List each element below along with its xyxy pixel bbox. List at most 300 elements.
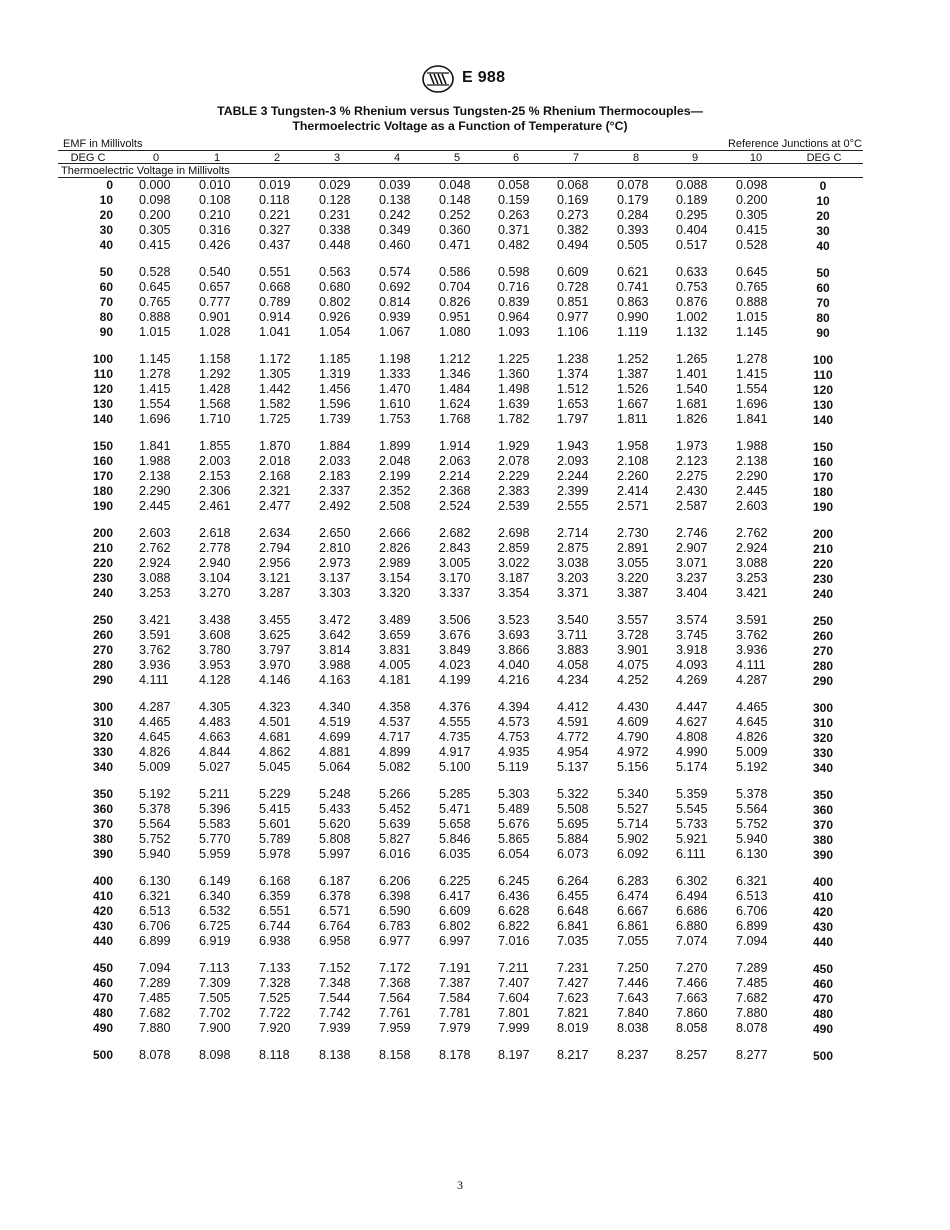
voltage-cell: 2.430: [676, 483, 708, 498]
voltage-cell: 7.250: [617, 961, 649, 975]
row-temperature-label-right: 300: [812, 701, 834, 715]
row-temperature-label: 190: [92, 498, 113, 513]
voltage-cell: 7.368: [379, 975, 411, 990]
row-temperature-label: 20: [99, 207, 113, 222]
voltage-cell: 3.608: [199, 627, 231, 642]
voltage-cell: 6.398: [379, 888, 411, 903]
voltage-cell: 4.826: [139, 744, 171, 759]
row-temperature-label: 350: [92, 787, 113, 801]
voltage-cell: 1.710: [199, 411, 231, 426]
row-temperature-label-right: 30: [816, 223, 830, 238]
voltage-cell: 2.698: [498, 526, 530, 540]
voltage-cell: 2.555: [557, 498, 589, 513]
voltage-cell: 7.289: [736, 961, 768, 975]
voltage-cell: 3.320: [379, 585, 411, 600]
voltage-cell: 0.316: [199, 222, 231, 237]
voltage-cell: 5.340: [617, 787, 649, 801]
voltage-cell: 1.696: [736, 396, 768, 411]
voltage-cell: 1.172: [259, 352, 291, 366]
voltage-cell: 6.321: [736, 874, 768, 888]
voltage-cell: 2.746: [676, 526, 708, 540]
voltage-cell: 0.888: [736, 294, 768, 309]
voltage-cell: 7.604: [498, 990, 530, 1005]
row-temperature-label-right: 260: [812, 628, 834, 643]
voltage-cell: 6.494: [676, 888, 708, 903]
voltage-cell: 5.527: [617, 801, 649, 816]
voltage-cell: 0.327: [259, 222, 291, 237]
voltage-cell: 5.808: [319, 831, 351, 846]
voltage-cell: 1.841: [139, 439, 171, 453]
voltage-cell: 2.153: [199, 468, 231, 483]
voltage-cell: 7.525: [259, 990, 291, 1005]
voltage-cell: 0.765: [139, 294, 171, 309]
voltage-cell: 0.048: [439, 178, 471, 192]
subheader-text: Thermoelectric Voltage in Millivolts: [61, 165, 230, 177]
voltage-cell: 0.528: [736, 237, 768, 252]
voltage-cell: 6.111: [676, 846, 706, 861]
voltage-cell: 2.048: [379, 453, 411, 468]
voltage-cell: 5.359: [676, 787, 708, 801]
voltage-cell: 5.714: [617, 816, 649, 831]
row-temperature-label-right: 190: [812, 499, 834, 514]
voltage-cell: 1.292: [199, 366, 231, 381]
voltage-cell: 4.645: [139, 729, 171, 744]
voltage-cell: 2.108: [617, 453, 649, 468]
voltage-cell: 0.645: [736, 265, 768, 279]
voltage-cell: 0.517: [676, 237, 708, 252]
voltage-cell: 3.780: [199, 642, 231, 657]
voltage-cell: 6.783: [379, 918, 411, 933]
row-temperature-label-right: 220: [812, 556, 834, 571]
voltage-cell: 1.278: [139, 366, 171, 381]
voltage-cell: 1.212: [439, 352, 471, 366]
voltage-cell: 7.840: [617, 1005, 649, 1020]
voltage-cell: 3.762: [736, 627, 768, 642]
voltage-cell: 3.421: [736, 585, 768, 600]
row-temperature-label: 180: [92, 483, 113, 498]
voltage-cell: 6.225: [439, 874, 471, 888]
voltage-cell: 4.323: [259, 700, 291, 714]
voltage-cell: 2.306: [199, 483, 231, 498]
voltage-cell: 0.029: [319, 178, 351, 192]
row-temperature-label: 450: [92, 961, 113, 975]
voltage-cell: 3.711: [557, 627, 588, 642]
voltage-cell: 0.505: [617, 237, 649, 252]
voltage-cell: 7.900: [199, 1020, 231, 1035]
voltage-cell: 5.752: [139, 831, 171, 846]
voltage-cell: 2.650: [319, 526, 351, 540]
voltage-cell: 4.899: [379, 744, 411, 759]
voltage-cell: 1.145: [139, 352, 171, 366]
voltage-cell: 4.935: [498, 744, 530, 759]
voltage-cell: 8.138: [319, 1048, 351, 1062]
voltage-cell: 7.860: [676, 1005, 708, 1020]
voltage-cell: 7.623: [557, 990, 589, 1005]
voltage-cell: 5.676: [498, 816, 530, 831]
voltage-cell: 0.609: [557, 265, 589, 279]
voltage-cell: 3.866: [498, 642, 530, 657]
row-temperature-label: 40: [99, 237, 113, 252]
voltage-cell: 4.753: [498, 729, 530, 744]
voltage-cell: 0.159: [498, 192, 530, 207]
voltage-cell: 1.415: [139, 381, 171, 396]
voltage-cell: 0.680: [319, 279, 351, 294]
voltage-cell: 4.040: [498, 657, 530, 672]
voltage-cell: 4.519: [319, 714, 351, 729]
voltage-cell: 3.970: [259, 657, 291, 672]
voltage-cell: 7.682: [139, 1005, 171, 1020]
row-temperature-label-right: 360: [812, 802, 834, 817]
voltage-cell: 6.187: [319, 874, 351, 888]
voltage-cell: 3.421: [139, 613, 171, 627]
voltage-cell: 3.591: [736, 613, 768, 627]
voltage-cell: 5.564: [139, 816, 171, 831]
voltage-cell: 7.133: [259, 961, 291, 975]
voltage-cell: 0.415: [736, 222, 768, 237]
voltage-cell: 1.958: [617, 439, 649, 453]
voltage-cell: 0.448: [319, 237, 351, 252]
voltage-cell: 6.744: [259, 918, 291, 933]
voltage-cell: 4.808: [676, 729, 708, 744]
voltage-cell: 0.426: [199, 237, 231, 252]
voltage-cell: 1.456: [319, 381, 351, 396]
row-temperature-label-right: 340: [812, 760, 834, 775]
row-temperature-label: 430: [92, 918, 113, 933]
voltage-cell: 2.940: [199, 555, 231, 570]
row-temperature-label-right: 180: [812, 484, 834, 499]
voltage-cell: 5.884: [557, 831, 589, 846]
voltage-cell: 1.278: [736, 352, 768, 366]
voltage-cell: 2.383: [498, 483, 530, 498]
voltage-cell: 5.045: [259, 759, 291, 774]
voltage-cell: 4.376: [439, 700, 471, 714]
row-temperature-label-right: 160: [812, 454, 834, 469]
voltage-cell: 0.338: [319, 222, 351, 237]
voltage-cell: 7.035: [557, 933, 589, 948]
voltage-cell: 6.206: [379, 874, 411, 888]
voltage-cell: 0.128: [319, 192, 351, 207]
voltage-cell: 6.706: [139, 918, 171, 933]
voltage-cell: 5.752: [736, 816, 768, 831]
voltage-cell: 2.587: [676, 498, 708, 513]
voltage-cell: 5.639: [379, 816, 411, 831]
voltage-cell: 3.237: [676, 570, 708, 585]
voltage-cell: 2.973: [319, 555, 351, 570]
voltage-cell: 7.702: [199, 1005, 231, 1020]
voltage-cell: 8.257: [676, 1048, 708, 1062]
voltage-cell: 6.436: [498, 888, 530, 903]
row-temperature-label-right: 90: [816, 325, 830, 340]
voltage-cell: 1.319: [319, 366, 351, 381]
voltage-cell: 0.563: [319, 265, 351, 279]
voltage-cell: 4.163: [319, 672, 351, 687]
voltage-cell: 5.266: [379, 787, 411, 801]
voltage-cell: 2.924: [139, 555, 171, 570]
row-temperature-label-right: 140: [812, 412, 834, 427]
voltage-cell: 0.371: [498, 222, 530, 237]
voltage-cell: 2.539: [498, 498, 530, 513]
row-temperature-label-right: 280: [812, 658, 834, 673]
row-temperature-label-right: 200: [812, 527, 834, 541]
row-temperature-label: 310: [92, 714, 113, 729]
voltage-cell: 7.643: [617, 990, 649, 1005]
voltage-cell: 8.058: [676, 1020, 708, 1035]
row-temperature-label-right: 80: [816, 310, 830, 325]
voltage-cell: 4.862: [259, 744, 291, 759]
voltage-cell: 3.038: [557, 555, 589, 570]
voltage-cell: 3.831: [379, 642, 411, 657]
voltage-cell: 0.926: [319, 309, 351, 324]
voltage-cell: 1.526: [617, 381, 649, 396]
voltage-cell: 3.387: [617, 585, 649, 600]
voltage-cell: 3.455: [259, 613, 291, 627]
voltage-cell: 0.108: [199, 192, 231, 207]
voltage-cell: 3.676: [439, 627, 471, 642]
voltage-cell: 3.071: [676, 555, 708, 570]
voltage-cell: 1.512: [557, 381, 589, 396]
voltage-cell: 3.659: [379, 627, 411, 642]
row-temperature-label: 500: [92, 1048, 113, 1062]
row-temperature-label-right: 330: [812, 745, 834, 760]
voltage-cell: 5.100: [439, 759, 471, 774]
voltage-cell: 2.214: [439, 468, 471, 483]
voltage-cell: 4.287: [139, 700, 171, 714]
voltage-cell: 0.482: [498, 237, 530, 252]
row-temperature-label: 390: [92, 846, 113, 861]
voltage-cell: 0.360: [439, 222, 471, 237]
voltage-cell: 2.199: [379, 468, 411, 483]
voltage-cell: 3.814: [319, 642, 351, 657]
voltage-cell: 1.305: [259, 366, 291, 381]
emf-unit-label: EMF in Millivolts: [63, 138, 143, 150]
voltage-cell: 1.185: [319, 352, 351, 366]
voltage-cell: 6.899: [736, 918, 768, 933]
voltage-cell: 1.225: [498, 352, 530, 366]
row-temperature-label-right: 10: [816, 193, 830, 208]
voltage-cell: 3.287: [259, 585, 291, 600]
row-temperature-label: 300: [92, 700, 113, 714]
voltage-cell: 1.346: [439, 366, 471, 381]
voltage-cell: 3.574: [676, 613, 708, 627]
voltage-cell: 5.174: [676, 759, 708, 774]
voltage-cell: 5.378: [736, 787, 768, 801]
voltage-cell: 0.460: [379, 237, 411, 252]
voltage-cell: 3.022: [498, 555, 530, 570]
voltage-cell: 6.802: [439, 918, 471, 933]
voltage-cell: 1.106: [557, 324, 589, 339]
voltage-cell: 0.039: [379, 178, 411, 192]
voltage-cell: 0.179: [617, 192, 649, 207]
voltage-cell: 1.929: [498, 439, 530, 453]
voltage-cell: 5.211: [199, 787, 230, 801]
voltage-cell: 7.939: [319, 1020, 351, 1035]
voltage-cell: 6.321: [139, 888, 171, 903]
voltage-cell: 2.714: [557, 526, 589, 540]
row-temperature-label: 370: [92, 816, 113, 831]
voltage-cell: 0.692: [379, 279, 411, 294]
voltage-cell: 5.865: [498, 831, 530, 846]
voltage-cell: 4.772: [557, 729, 589, 744]
voltage-cell: 2.290: [139, 483, 171, 498]
voltage-cell: 5.415: [259, 801, 291, 816]
voltage-cell: 7.801: [498, 1005, 530, 1020]
voltage-cell: 1.826: [676, 411, 708, 426]
voltage-cell: 0.098: [736, 178, 768, 192]
row-temperature-label-right: 480: [812, 1006, 834, 1021]
voltage-cell: 6.513: [139, 903, 171, 918]
voltage-cell: 3.337: [439, 585, 471, 600]
row-temperature-label: 320: [92, 729, 113, 744]
column-header-7: 6: [512, 152, 520, 164]
voltage-cell: 3.253: [736, 570, 768, 585]
voltage-cell: 7.211: [498, 961, 529, 975]
voltage-cell: 5.508: [557, 801, 589, 816]
row-temperature-label-right: 390: [812, 847, 834, 862]
voltage-cell: 1.015: [736, 309, 768, 324]
voltage-cell: 7.880: [139, 1020, 171, 1035]
voltage-cell: 6.455: [557, 888, 589, 903]
voltage-cell: 2.399: [557, 483, 589, 498]
voltage-cell: 2.244: [557, 468, 589, 483]
voltage-cell: 0.668: [259, 279, 291, 294]
row-temperature-label: 240: [92, 585, 113, 600]
row-temperature-label-right: 120: [812, 382, 834, 397]
row-temperature-label: 340: [92, 759, 113, 774]
voltage-cell: 3.170: [439, 570, 471, 585]
voltage-cell: 1.568: [199, 396, 231, 411]
voltage-cell: 1.015: [139, 324, 171, 339]
voltage-cell: 6.359: [259, 888, 291, 903]
column-header-3: 2: [273, 152, 281, 164]
row-temperature-label-right: 380: [812, 832, 834, 847]
voltage-cell: 2.445: [139, 498, 171, 513]
row-temperature-label-right: 350: [812, 788, 834, 802]
voltage-cell: 5.378: [139, 801, 171, 816]
voltage-cell: 7.821: [557, 1005, 589, 1020]
voltage-cell: 1.739: [319, 411, 351, 426]
row-temperature-label: 230: [92, 570, 113, 585]
voltage-cell: 5.827: [379, 831, 411, 846]
voltage-cell: 3.557: [617, 613, 649, 627]
voltage-cell: 1.988: [736, 439, 768, 453]
voltage-cell: 3.354: [498, 585, 530, 600]
voltage-cell: 7.485: [139, 990, 171, 1005]
voltage-cell: 5.921: [676, 831, 708, 846]
voltage-cell: 2.859: [498, 540, 530, 555]
voltage-cell: 0.598: [498, 265, 530, 279]
voltage-cell: 3.404: [676, 585, 708, 600]
voltage-cell: 5.471: [439, 801, 471, 816]
row-temperature-label: 30: [99, 222, 113, 237]
voltage-cell: 0.802: [319, 294, 351, 309]
voltage-cell: 6.899: [139, 933, 171, 948]
voltage-cell: 5.433: [319, 801, 351, 816]
voltage-cell: 1.624: [439, 396, 471, 411]
voltage-cell: 6.667: [617, 903, 649, 918]
voltage-cell: 1.145: [736, 324, 768, 339]
voltage-cell: 3.203: [557, 570, 589, 585]
column-header-6: 5: [453, 152, 461, 164]
voltage-cell: 5.027: [199, 759, 231, 774]
voltage-cell: 6.417: [439, 888, 471, 903]
voltage-cell: 0.901: [199, 309, 231, 324]
voltage-cell: 7.564: [379, 990, 411, 1005]
voltage-cell: 4.216: [498, 672, 530, 687]
voltage-cell: 4.735: [439, 729, 471, 744]
table-title-line-1: TABLE 3 Tungsten-3 % Rhenium versus Tungsten-25 % Rhenium Thermocouples—: [217, 104, 703, 118]
voltage-cell: 4.340: [319, 700, 351, 714]
voltage-cell: 3.797: [259, 642, 291, 657]
voltage-cell: 6.861: [617, 918, 649, 933]
voltage-cell: 5.583: [199, 816, 231, 831]
voltage-cell: 4.358: [379, 700, 411, 714]
row-temperature-label-right: 290: [812, 673, 834, 688]
voltage-cell: 4.609: [617, 714, 649, 729]
row-temperature-label-right: 40: [816, 238, 830, 253]
voltage-cell: 1.028: [199, 324, 231, 339]
voltage-cell: 4.023: [439, 657, 471, 672]
voltage-cell: 5.770: [199, 831, 231, 846]
voltage-cell: 6.073: [557, 846, 589, 861]
voltage-cell: 1.158: [199, 352, 231, 366]
voltage-cell: 0.657: [199, 279, 231, 294]
row-temperature-label: 110: [93, 366, 113, 381]
voltage-cell: 3.506: [439, 613, 471, 627]
row-temperature-label-right: 240: [812, 586, 834, 601]
voltage-cell: 4.058: [557, 657, 589, 672]
voltage-cell: 6.997: [439, 933, 471, 948]
voltage-cell: 3.693: [498, 627, 530, 642]
voltage-cell: 6.130: [736, 846, 768, 861]
row-temperature-label: 50: [99, 265, 113, 279]
voltage-cell: 7.446: [617, 975, 649, 990]
voltage-cell: 1.252: [617, 352, 649, 366]
voltage-cell: 3.088: [139, 570, 171, 585]
voltage-cell: 2.477: [259, 498, 291, 513]
row-temperature-label: 480: [92, 1005, 113, 1020]
voltage-cell: 2.571: [617, 498, 649, 513]
row-temperature-label: 150: [92, 439, 113, 453]
column-header-10: 9: [691, 152, 699, 164]
voltage-cell: 3.745: [676, 627, 708, 642]
voltage-cell: 6.686: [676, 903, 708, 918]
voltage-cell: 0.939: [379, 309, 411, 324]
voltage-cell: 0.210: [199, 207, 231, 222]
voltage-cell: 1.753: [379, 411, 411, 426]
voltage-cell: 4.826: [736, 729, 768, 744]
voltage-cell: 0.704: [439, 279, 471, 294]
voltage-cell: 0.621: [617, 265, 649, 279]
column-header-9: 8: [632, 152, 640, 164]
row-temperature-label-right: 20: [816, 208, 830, 223]
row-temperature-label: 290: [92, 672, 113, 687]
voltage-cell: 0.851: [557, 294, 589, 309]
voltage-cell: 8.078: [736, 1020, 768, 1035]
row-temperature-label: 400: [92, 874, 113, 888]
voltage-cell: 2.524: [439, 498, 471, 513]
voltage-cell: 7.427: [557, 975, 589, 990]
row-temperature-label-right: 370: [812, 817, 834, 832]
voltage-cell: 2.337: [319, 483, 351, 498]
voltage-cell: 0.888: [139, 309, 171, 324]
voltage-cell: 3.472: [319, 613, 351, 627]
voltage-cell: 5.658: [439, 816, 471, 831]
voltage-cell: 2.810: [319, 540, 351, 555]
row-temperature-label-right: 460: [812, 976, 834, 991]
voltage-cell: 0.295: [676, 207, 708, 222]
voltage-cell: 3.121: [259, 570, 291, 585]
voltage-cell: 4.146: [259, 672, 291, 687]
